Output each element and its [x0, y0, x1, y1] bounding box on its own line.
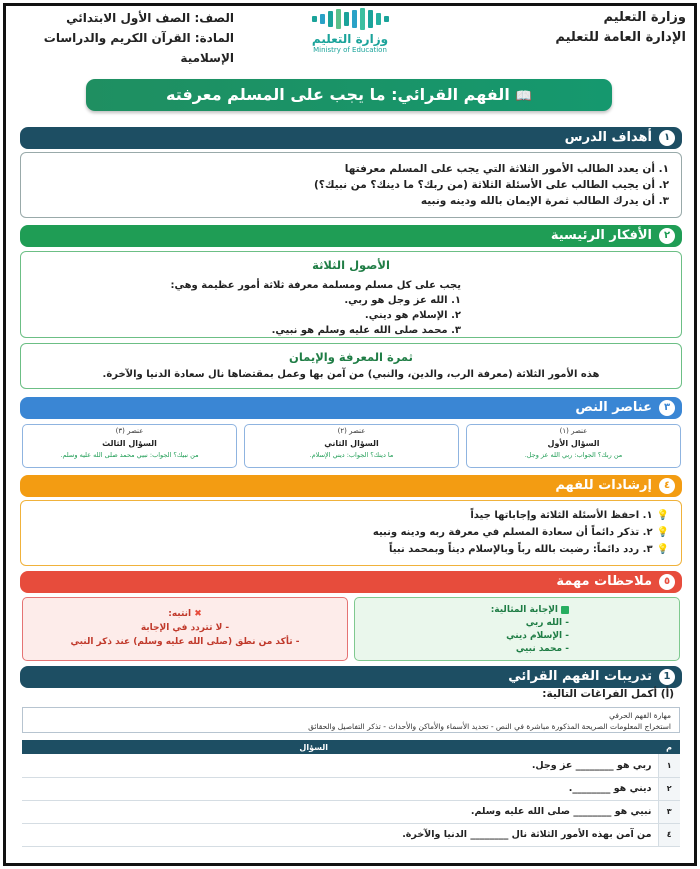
section-notes-header [20, 571, 682, 593]
section-title: إرشادات للفهم [555, 478, 652, 493]
principle-item: ١. الله عز وجل هو ربي. [344, 295, 461, 306]
fill-blank-question[interactable]: ربي هو ________ عز وجل. [22, 754, 658, 777]
skill-title: مهارة الفهم الحرفي [609, 711, 671, 720]
section-title: الأفكار الرئيسية [550, 228, 652, 243]
fill-blank-question[interactable]: من آمن بهذه الأمور الثلاثة نال ________ الدنيا والآخرة. [22, 823, 658, 846]
box-heading: ثمرة المعرفة والإيمان [289, 350, 413, 364]
ideal-answer-line: - الله ربي [525, 618, 569, 628]
logo-mark [295, 6, 405, 32]
logo-arabic-text: وزارة التعليم [311, 32, 389, 46]
principles-intro: يجب على كل مسلم ومسلمة معرفة ثلاثة أمور عظيمة وهي: [170, 280, 461, 291]
row-number: ١ [658, 754, 680, 777]
book-icon: 📖 [515, 89, 532, 104]
element-card [466, 424, 681, 468]
questions-table [22, 740, 680, 847]
fruit-of-faith-box [20, 343, 682, 389]
element-tag: عنصر (٢) [337, 427, 366, 435]
section-objectives-header [20, 127, 682, 149]
fill-blank-question[interactable]: ديني هو ________. [22, 777, 658, 800]
lightbulb-icon: 💡 [656, 544, 669, 555]
guidance-box [20, 500, 682, 566]
logo-english-text: Ministry of Education [313, 46, 387, 54]
row-number: ٣ [658, 800, 680, 823]
element-question: السؤال الثالث [102, 439, 157, 448]
ideal-answer-line: - الإسلام ديني [506, 631, 569, 641]
objective-item: ٢. أن يجيب الطالب على الأسئلة الثلاثة (من ربك؟ ما دينك؟ من نبيك؟) [313, 179, 669, 191]
objectives-box [20, 152, 682, 218]
objective-item: ٣. أن يدرك الطالب ثمرة الإيمان بالله ودينه ونبيه [420, 195, 669, 207]
section-number-badge: ٢ [659, 228, 675, 244]
warning-box [22, 597, 348, 661]
section-title: تدريبات الفهم القرائي [508, 669, 652, 684]
exercise-instruction: (أ) أكمل الفراغات التالية: [542, 688, 674, 700]
table-row [22, 754, 680, 777]
element-answer: من نبيك؟ الجواب: نبيي محمد صلى الله عليه وسلم. [60, 451, 199, 459]
section-number-badge: ١ [659, 130, 675, 146]
warning-line: - لا تتردد في الإجابة [140, 623, 230, 633]
warning-line: - تأكد من نطق (صلى الله عليه وسلم) عند ذكر النبي [70, 637, 300, 647]
skill-box [22, 707, 680, 733]
ideal-answer-box [354, 597, 680, 661]
table-row [22, 823, 680, 846]
table-row [22, 800, 680, 823]
objective-item: ١. أن يعدد الطالب الأمور الثلاثة التي يجب على المسلم معرفتها [344, 163, 669, 175]
guidance-item: 💡١. احفظ الأسئلة الثلاثة وإجاباتها جيداً [470, 510, 669, 521]
column-header-number: م [658, 740, 680, 754]
section-number-badge: ٣ [659, 400, 675, 416]
element-tag: عنصر (٣) [115, 427, 144, 435]
section-number-badge: ٥ [659, 574, 675, 590]
section-number-badge: 1 [659, 669, 675, 685]
fruit-text: هذه الأمور الثلاثة (معرفة الرب، والدين، والنبي) من آمن بها وعمل بمقتضاها نال سعادة الدنيا والآخرة. [102, 369, 600, 380]
section-title: أهداف الدرس [564, 130, 652, 145]
section-guidance-header [20, 475, 682, 497]
skill-description: استخراج المعلومات الصريحة المذكورة مباشرة في النص - تحديد الأسماء والأماكن والأحداث - تذكر التفاصيل والحقائق [308, 722, 671, 731]
guidance-item: 💡٣. ردد دائماً: رضيت بالله رباً وبالإسلام ديناً وبمحمد نبياً [389, 544, 669, 555]
element-card [244, 424, 459, 468]
warning-heading: ✖ انتبه: [168, 609, 202, 619]
box-heading: الأصول الثلاثة [312, 258, 390, 272]
ideal-answer-line: - محمد نبيي [515, 644, 569, 654]
element-tag: عنصر (١) [559, 427, 588, 435]
section-number-badge: ٤ [659, 478, 675, 494]
principle-item: ٢. الإسلام هو ديني. [364, 310, 461, 321]
guidance-item: 💡٢. تذكر دائماً أن سعادة المسلم في معرفة ربه ودينه ونبيه [372, 527, 669, 538]
principle-item: ٣. محمد صلى الله عليه وسلم هو نبيي. [271, 325, 461, 336]
ministry-name: وزارة التعليم [603, 10, 686, 25]
section-title: ملاحظات مهمة [556, 574, 652, 589]
checkmark-icon [561, 606, 569, 614]
lightbulb-icon: 💡 [656, 510, 669, 521]
grade-label: الصف: الصف الأول الابتدائي [66, 11, 234, 25]
element-answer: من ربك؟ الجواب: ربي الله عز وجل. [524, 451, 623, 459]
worksheet-title-text: الفهم القرائي: ما يجب على المسلم معرفته [166, 85, 510, 104]
lightbulb-icon: 💡 [656, 527, 669, 538]
section-title: عناصر النص [575, 400, 652, 415]
column-header-question: السؤال [22, 740, 658, 754]
ideal-answer-heading: الإجابة المثالية: [355, 604, 569, 617]
element-question: السؤال الثاني [324, 439, 379, 448]
three-principles-box [20, 251, 682, 338]
directorate-name: الإدارة العامة للتعليم [555, 30, 686, 45]
subject-label: المادة: القرآن الكريم والدراسات الإسلامية [43, 31, 234, 65]
worksheet-title [86, 79, 612, 111]
ministry-block [555, 8, 686, 48]
section-exercises-header [20, 666, 682, 688]
section-ideas-header [20, 225, 682, 247]
class-info [14, 8, 234, 68]
element-card [22, 424, 237, 468]
element-question: السؤال الأول [547, 439, 600, 448]
page-header [8, 6, 692, 68]
element-answer: ما دينك؟ الجواب: ديني الإسلام. [309, 451, 394, 459]
table-row [22, 777, 680, 800]
fill-blank-question[interactable]: نبيي هو ________ صلى الله عليه وسلم. [22, 800, 658, 823]
ministry-logo [295, 6, 405, 55]
x-mark-icon: ✖ [194, 609, 202, 619]
row-number: ٤ [658, 823, 680, 846]
row-number: ٢ [658, 777, 680, 800]
section-elements-header [20, 397, 682, 419]
